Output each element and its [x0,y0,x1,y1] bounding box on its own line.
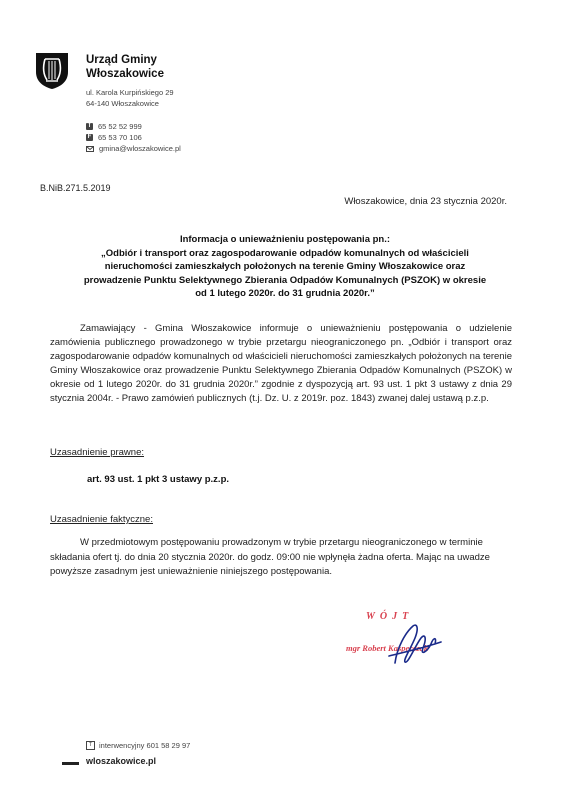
legal-basis-text: art. 93 ust. 1 pkt 3 ustawy p.z.p. [87,474,230,485]
factual-paragraph: W przedmiotowym postępowaniu prowadzonym w trybie przetargu nieograniczonego w terminie składania ofert tj. do dnia 20 stycznia 2020r. do godz. 09:00 nie wpłynęła żadna oferta. Mając na uwadze powyższe zasadnym jest unieważnienie niniejszego postępowania. [50,537,490,577]
document-date: Włoszakowice, dnia 23 stycznia 2020r. [344,196,507,207]
heading-line: prowadzenie Punktu Selektywnego Zbierania Odpadów Komunalnych (PSZOK) w okresie [83,274,487,286]
fax-icon: F [87,134,92,140]
footer-emergency-phone [86,741,190,750]
organization-name [86,53,164,81]
heading-line: nieruchomości zamieszkałych położonych na terenie Gminy Włoszakowice oraz [104,261,466,272]
emergency-phone-text: interwencyjny 601 58 29 97 [99,741,191,750]
heading-line: „Odbiór i transport oraz zagospodarowanie odpadów komunalnych od właścicieli [101,247,469,259]
heading-line: Informacja o unieważnieniu postępowania pn.: [179,234,391,245]
organization-name-line2: Włoszakowice [86,68,164,80]
contact-email[interactable]: gmina@wloszakowice.pl [99,144,181,153]
handwritten-signature-icon [375,608,450,678]
document-reference: B.NiB.271.5.2019 [40,183,111,193]
phone-icon: T [86,741,95,750]
address-street: ul. Karola Kurpińskiego 29 [86,88,174,97]
contact-phone: 65 52 52 999 [98,122,142,131]
municipality-logo-icon [33,50,71,90]
document-heading [50,233,520,301]
legal-basis-label: Uzasadnienie prawne: [50,447,145,458]
signature-name: mgr Robert Kasperczak [346,643,429,653]
phone-icon: T [87,123,92,129]
address-city: 64-140 Włoszakowice [86,99,159,108]
envelope-icon [86,146,94,152]
organization-address [86,87,174,109]
contact-fax: 65 53 70 106 [98,133,142,142]
footer-website-link[interactable]: wloszakowice.pl [86,756,157,766]
contact-block [86,121,181,154]
contact-fax-row [86,132,181,143]
contact-phone-row [86,121,181,132]
intro-paragraph: Zamawiający - Gmina Włoszakowice informuje o unieważnieniu postępowania o udzielenie zamówienia publicznego prowadzonego w trybie przetargu nieograniczonego pn. „Odbiór i transport oraz zagospodarowanie odpadów komunalnych od właścicieli nieruchomości zamieszkałych położonych na terenie Gminy Włoszakowice oraz prowadzenie Punktu Selektywnego Zbierania Odpadów Komunalnych (PSZOK) w okresie od 1 lutego 2020r. do 31 grudnia 2020r.” zgodnie z dyspozycją art. 93 ust. 1 pkt 3 ustawy z dnia 29 stycznia 2004r. - Prawo zamówień publicznych (t.j. Dz. U. z 2019r. poz. 1843) zwanej dalej ustawą p.z.p. [50,323,512,404]
footer-accent-bar [62,762,79,765]
organization-name-line1: Urząd Gminy [86,54,157,66]
heading-line: od 1 lutego 2020r. do 31 grudnia 2020r.” [195,288,375,299]
contact-email-row [86,143,181,154]
factual-basis-label: Uzasadnienie faktyczne: [50,514,153,525]
signature-title: WÓJT [366,611,414,622]
